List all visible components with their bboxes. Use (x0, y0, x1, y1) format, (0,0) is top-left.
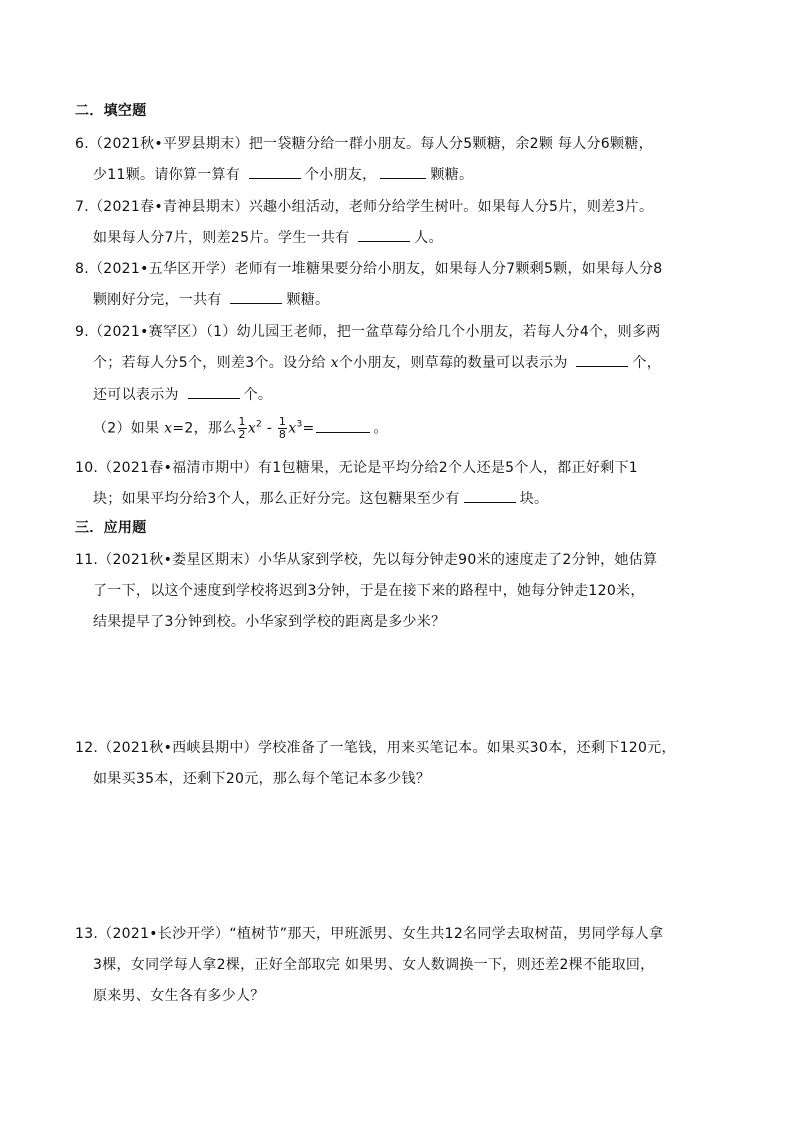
answer-blank-6a[interactable] (249, 177, 301, 179)
question-9-text-a: 个；若每人分5个，则差3个。设分给 (93, 355, 331, 371)
question-7-line-2 (93, 228, 443, 248)
question-6-line-1: 6.（2021秋•平罗县期末）把一袋糖分给一群小朋友。每人分5颗糖，余2颗 每人分6颗糖， (75, 136, 653, 152)
question-9-line-1: 9.（2021•赛罕区）（1）幼儿园王老师，把一盆草莓分给几个小朋友，若每人分4个，则多两 (75, 324, 661, 340)
equals-sign: = (302, 420, 315, 437)
question-7-text-a: 如果每人分7片，则差25片。学生一共有 (93, 230, 355, 246)
question-7-line-1: 7.（2021春•青神县期末）兴趣小组活动，老师分给学生树叶。如果每人分5片，则差3片。 (75, 199, 654, 215)
exponent-2: 2 (256, 419, 263, 430)
answer-blank-9b[interactable] (188, 397, 240, 399)
minus-sign: - (262, 420, 277, 437)
question-12-line-2: 如果买35本，还剩下20元，那么每个笔记本多少钱？ (93, 771, 431, 787)
variable-x: x (247, 420, 257, 437)
question-6-text-c: 颗糖。 (430, 167, 474, 183)
exponent-3: 3 (296, 419, 303, 430)
section-heading-application: 三．应用题 (75, 520, 147, 536)
answer-blank-9c[interactable] (316, 431, 370, 433)
answer-blank-7[interactable] (358, 240, 410, 242)
question-7-text-b: 人。 (414, 230, 443, 246)
question-11-line-3: 结果提早了3分钟到校。小华家到学校的距离是多少米？ (93, 614, 446, 630)
answer-blank-8[interactable] (230, 302, 282, 304)
question-9-text-d: 还可以表示为 (93, 387, 184, 403)
question-9-part2-text-a: （2）如果 (93, 420, 165, 437)
question-9-line-2 (93, 353, 661, 373)
question-6-text-b: 个小朋友， (304, 167, 377, 183)
question-8-line-1: 8.（2021•五华区开学）老师有一堆糖果要分给小朋友，如果每人分7颗剩5颗，如果每人分8 (75, 261, 663, 277)
question-12-line-1: 12.（2021秋•西峡县期中）学校准备了一笔钱，用来买笔记本。如果买30本，还剩下120元， (75, 740, 676, 756)
question-11-line-1: 11.（2021秋•娄星区期末）小华从家到学校，先以每分钟走90米的速度走了2分钟，她估算 (75, 552, 658, 568)
section-heading-fill-in: 二．填空题 (75, 103, 147, 119)
question-9-part2-end: 。 (373, 420, 388, 437)
question-10-line-1: 10.（2021春•福清市期中）有1包糖果，无论是平均分给2个人还是5个人，都正好剩下1 (75, 460, 638, 476)
question-9-line-3 (93, 385, 272, 405)
question-9-text-e: 个。 (243, 387, 273, 403)
question-11-line-2: 了一下，以这个速度到学校将迟到3分钟，于是在接下来的路程中，她每分钟走120米， (93, 583, 645, 599)
fraction-one-eighth: $\frac{1}{8}$ (278, 415, 287, 441)
answer-blank-9a[interactable] (576, 365, 628, 367)
question-9-text-c: 个， (632, 355, 662, 371)
question-9-part-2 (93, 416, 388, 441)
question-13-line-1: 13.（2021•长沙开学）“植树节”那天，甲班派男、女生共12名同学去取树苗，男同学每人拿 (75, 926, 664, 942)
question-13-line-2: 3棵，女同学每人拿2棵，正好全部取完 如果男、女人数调换一下，则还差2棵不能取回， (93, 957, 655, 973)
question-6-text-a: 少11颗。请你算一算有 (93, 167, 245, 183)
question-10-text-a: 块；如果平均分给3个人，那么正好分完。这包糖果至少有 (93, 491, 460, 507)
variable-x: x (288, 420, 297, 437)
question-9-text-b: 个小朋友，则草莓的数量可以表示为 (338, 355, 573, 371)
question-9-part2-text-b: =2，那么 (172, 420, 237, 437)
question-8-line-2 (93, 290, 329, 310)
answer-blank-10[interactable] (464, 501, 516, 503)
question-10-text-b: 块。 (519, 491, 549, 507)
question-8-text-a: 颗刚好分完，一共有 (93, 292, 227, 308)
question-10-line-2 (93, 489, 548, 509)
question-6-line-2 (93, 165, 473, 185)
fraction-one-half: $\frac{1}{2}$ (238, 415, 246, 441)
answer-blank-6b[interactable] (380, 177, 426, 179)
variable-x: x (330, 355, 339, 371)
variable-x: x (164, 420, 173, 437)
question-13-line-3: 原来男、女生各有多少人？ (93, 988, 265, 1004)
question-8-text-b: 颗糖。 (286, 292, 330, 308)
